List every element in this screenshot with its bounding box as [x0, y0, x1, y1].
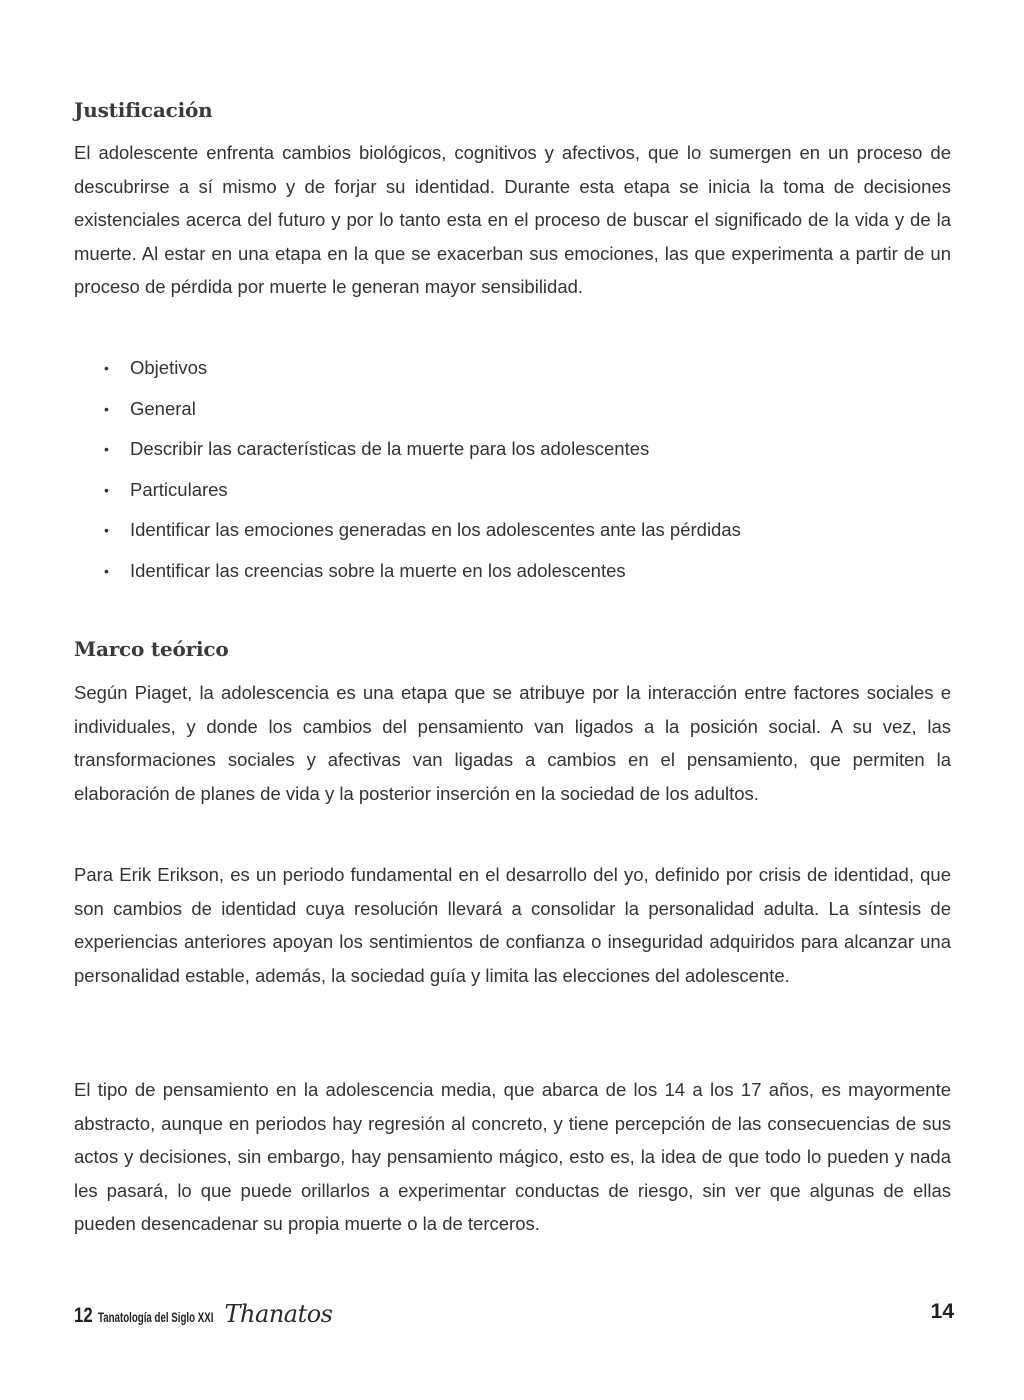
section-heading-justificacion: Justificación: [74, 98, 213, 122]
list-item-text: Identificar las emociones generadas en los adolescentes ante las pérdidas: [130, 519, 741, 541]
bullet-icon: •: [104, 481, 109, 498]
page-footer: [74, 1300, 954, 1330]
issue-number: 12: [74, 1304, 93, 1327]
list-item-text: Identificar las creencias sobre la muerte en los adolescentes: [130, 559, 626, 581]
list-item-text: Describir las características de la muerte para los adolescentes: [130, 438, 650, 460]
list-item: [104, 472, 741, 513]
list-item-text: Particulares: [130, 478, 228, 500]
list-item-text: Objetivos: [130, 357, 208, 378]
list-item: [104, 391, 741, 432]
list-item: [104, 512, 741, 553]
marco-paragraph-erikson: Para Erik Erikson, es un periodo fundamental en el desarrollo del yo, definido por crisis de identidad, que son cambios de identidad cuya resolución llevará a consolidar la personalidad adulta. La síntesis de experiencias anteriores apoyan los sentimientos de confianza o inseguridad adquiridos para alcanzar una personalidad estable, además, la sociedad guía y limita las elecciones del adolescente.: [74, 864, 951, 986]
justificacion-paragraph: El adolescente enfrenta cambios biológicos, cognitivos y afectivos, que lo sumergen en un proceso de descubrirse a sí mismo y de forjar su identidad. Durante esta etapa se inicia la toma de decisiones existenciales acerca del futuro y por lo tanto esta en el proceso de buscar el significado de la vida y de la muerte. Al estar en una etapa en la que se exacerban sus emociones, las que experimenta a partir de un proceso de pérdida por muerte le generan mayor sensibilidad.: [74, 142, 951, 298]
bullet-icon: •: [104, 400, 109, 417]
list-item: [104, 553, 741, 594]
list-item-text: General: [130, 397, 196, 419]
publication-title: Tanatología del Siglo XXI: [97, 1310, 214, 1325]
bullet-icon: •: [104, 441, 109, 458]
marco-paragraph-adolescencia-media: El tipo de pensamiento en la adolescencia media, que abarca de los 14 a los 17 años, es mayormente abstracto, aunque en periodos hay regresión al concreto, y tiene percepción de las consecuencias de sus actos y decisiones, sin embargo, hay pensamiento mágico, esto es, la idea de que todo lo pueden y nada les pasará, lo que puede orillarlos a experimentar conductas de riesgo, sin ver que algunas de ellas pueden desencadenar su propia muerte o la de terceros.: [74, 1079, 951, 1235]
footer-publication: [74, 1300, 333, 1328]
thanatos-logo: Thanatos: [224, 1300, 333, 1328]
objectives-list: [104, 350, 741, 594]
marco-paragraph-piaget: Según Piaget, la adolescencia es una etapa que se atribuye por la interacción entre factores sociales e individuales, y donde los cambios del pensamiento van ligados a la posición social. A su vez, las transformaciones sociales y afectivas van ligadas a cambios en el pensamiento, que permiten la elaboración de planes de vida y la posterior inserción en la sociedad de los adultos.: [74, 682, 951, 804]
section-heading-marco-teorico: Marco teórico: [74, 637, 229, 661]
bullet-icon: •: [104, 522, 109, 539]
list-item: [104, 431, 741, 472]
bullet-icon: •: [104, 562, 109, 579]
page-number: 14: [930, 1300, 954, 1323]
bullet-icon: •: [104, 360, 109, 376]
list-item: [104, 350, 741, 391]
